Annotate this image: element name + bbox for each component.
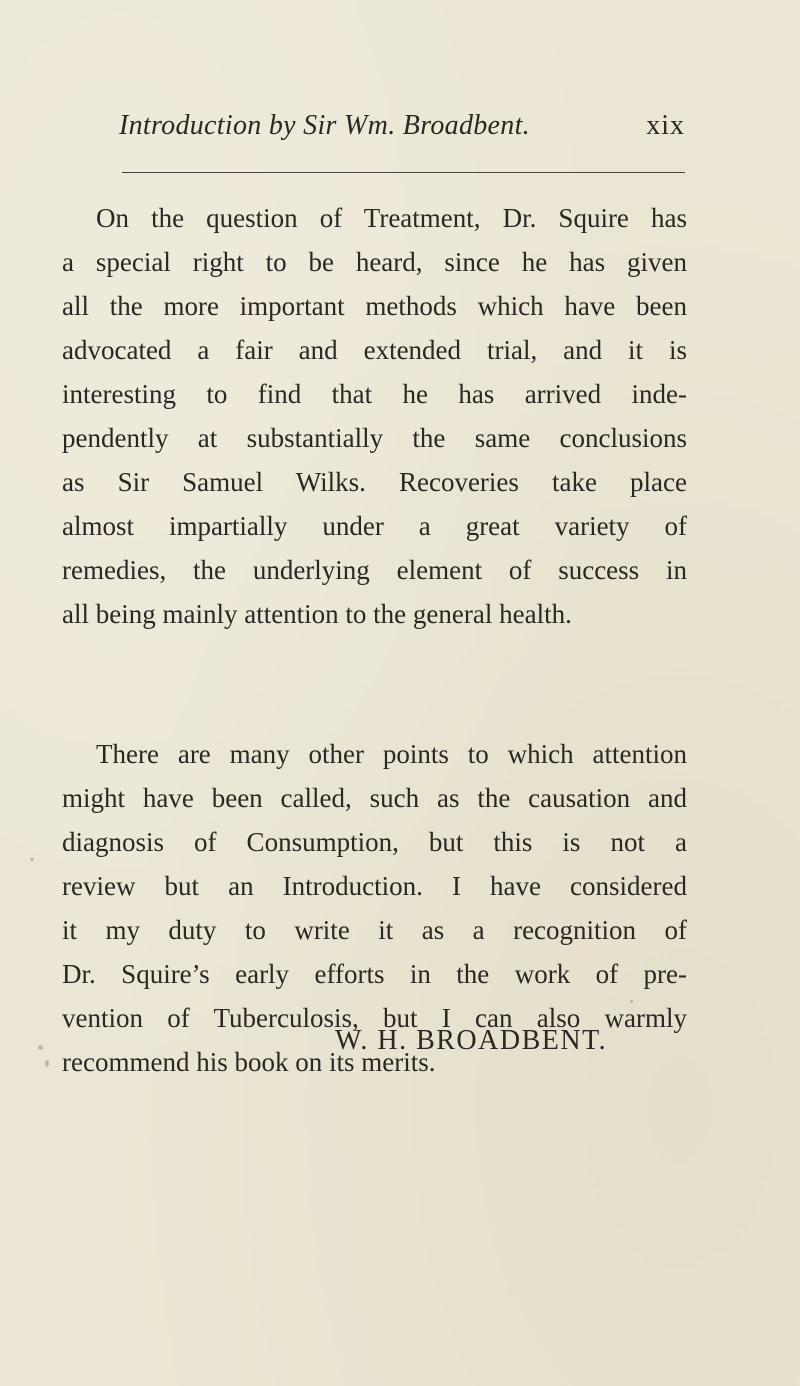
text-line: advocated a fair and extended trial, and it is (62, 335, 687, 365)
text-line: it my duty to write it as a recognition of (62, 915, 687, 945)
paragraph-treatment (62, 196, 687, 636)
text-line: all the more important methods which have been (62, 291, 687, 321)
text-line: almost impartially under a great variety of (62, 511, 687, 541)
text-line: vention of Tuberculosis, but I can also warmly (62, 1003, 687, 1033)
header-rule (122, 172, 685, 173)
text-line: a special right to be heard, since he has given (62, 247, 687, 277)
paper-speck (630, 1000, 633, 1003)
running-head (115, 110, 685, 150)
text-line: Dr. Squire’s early efforts in the work of pre- (62, 959, 687, 989)
text-line: interesting to find that he has arrived inde- (62, 379, 687, 409)
text-line: all being mainly attention to the general health. (62, 599, 572, 629)
paper-speck (30, 858, 34, 861)
text-line: pendently at substantially the same conclusions (62, 423, 687, 453)
text-line: recommend his book on its merits. (62, 1047, 436, 1077)
text-line: There are many other points to which attention (96, 739, 687, 769)
text-line: as Sir Samuel Wilks. Recoveries take place (62, 467, 687, 497)
text-line: On the question of Treatment, Dr. Squire has (96, 203, 687, 233)
text-line: remedies, the underlying element of success in (62, 555, 687, 585)
paper-speck (38, 1045, 43, 1050)
text-line: review but an Introduction. I have considered (62, 871, 687, 901)
running-title: Introduction by Sir Wm. Broadbent. (119, 110, 530, 141)
text-line: might have been called, such as the causation and (62, 783, 687, 813)
signature: W. H. BROADBENT. (335, 1025, 608, 1056)
paper-speck (45, 1060, 49, 1067)
text-line: diagnosis of Consumption, but this is not a (62, 827, 687, 857)
page-number: xix (646, 110, 685, 141)
